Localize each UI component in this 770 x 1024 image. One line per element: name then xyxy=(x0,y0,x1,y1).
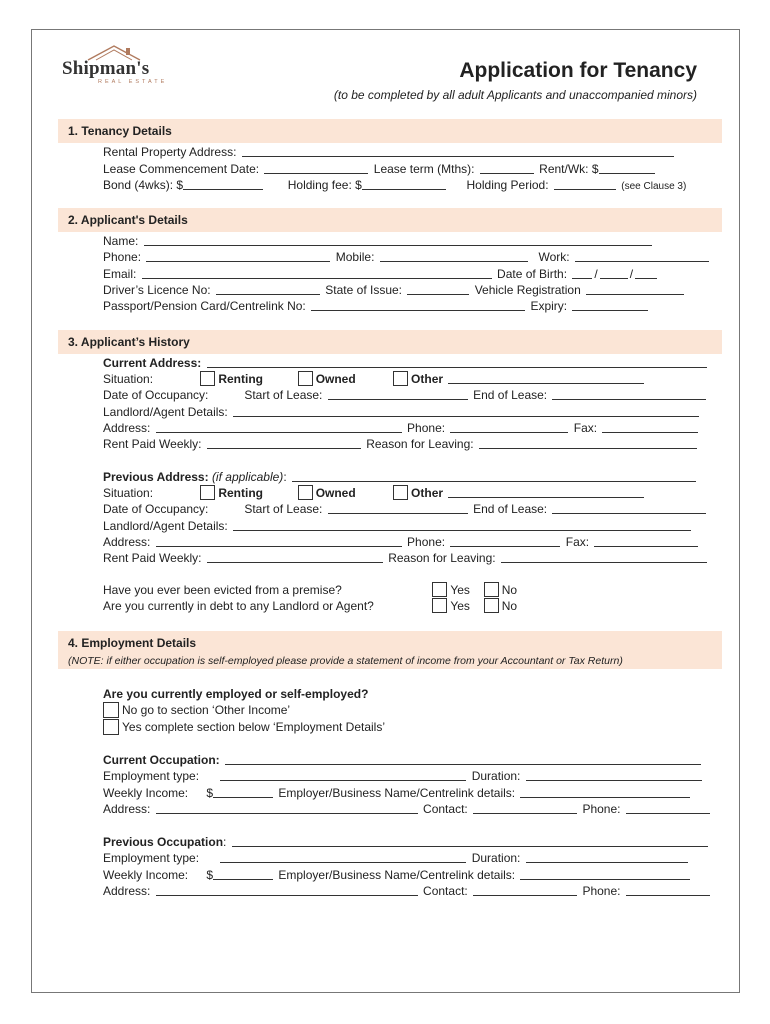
phone-label: Phone: xyxy=(407,535,446,549)
debt-row xyxy=(103,598,517,614)
section-history-header xyxy=(58,330,722,354)
slash: / xyxy=(594,267,598,281)
passport-field[interactable] xyxy=(311,298,525,311)
passport-label: Passport/Pension Card/Centrelink No: xyxy=(103,299,306,313)
fax-label: Fax: xyxy=(573,421,598,435)
owned-checkbox[interactable] xyxy=(298,371,313,386)
rent-paid-label: Rent Paid Weekly: xyxy=(103,437,202,451)
address-field[interactable] xyxy=(156,801,418,814)
slash: / xyxy=(629,267,634,281)
dollar-sign: $ xyxy=(206,868,214,882)
phone-field[interactable] xyxy=(450,534,560,547)
contact-label: Contact: xyxy=(423,884,468,898)
email-field[interactable] xyxy=(142,266,492,279)
company-logo xyxy=(58,44,178,88)
bond-row xyxy=(103,176,686,192)
rental-address-row xyxy=(103,143,676,159)
current-address-label: Current Address: xyxy=(103,356,202,370)
option-yes-row xyxy=(103,719,385,735)
owned-checkbox[interactable] xyxy=(298,485,313,500)
licence-label: Driver’s Licence No: xyxy=(103,283,211,297)
end-lease-field[interactable] xyxy=(552,501,706,514)
previous-address-label: Previous Address: xyxy=(103,470,209,484)
rent-paid-field[interactable] xyxy=(207,436,361,449)
yes-label: Yes xyxy=(450,599,470,613)
other-field[interactable] xyxy=(448,371,644,384)
bond-field[interactable] xyxy=(183,177,263,190)
phone-field[interactable] xyxy=(626,801,710,814)
phone-label: Phone: xyxy=(103,250,142,264)
phone-row xyxy=(103,248,711,264)
option-no-row xyxy=(103,702,290,718)
lease-commencement-field[interactable] xyxy=(264,161,368,174)
section-heading: 3. Applicant’s History xyxy=(68,335,190,349)
employment-address-row xyxy=(103,800,712,816)
section-tenancy-header xyxy=(58,119,722,143)
colon: : xyxy=(283,470,287,484)
employed-question: Are you currently employed or self-employed? xyxy=(103,687,369,701)
lease-term-field[interactable] xyxy=(480,161,534,174)
contact-field[interactable] xyxy=(473,801,577,814)
option-yes-label: Yes complete section below ‘Employment Details’ xyxy=(122,720,386,734)
email-row xyxy=(103,265,659,281)
vehicle-label: Vehicle Registration xyxy=(474,283,581,297)
holding-period-label: Holding Period: xyxy=(466,178,549,192)
occupancy-row-current xyxy=(103,386,708,402)
previous-address-row xyxy=(103,468,698,484)
situation-row-current xyxy=(103,370,646,386)
lease-row xyxy=(103,160,657,176)
option-yes-checkbox[interactable] xyxy=(103,719,119,735)
other-checkbox[interactable] xyxy=(393,371,408,386)
state-label: State of Issue: xyxy=(325,283,403,297)
current-occupation-label: Current Occupation: xyxy=(103,753,220,767)
start-lease-field[interactable] xyxy=(328,501,468,514)
no-label: No xyxy=(501,599,518,613)
current-address-field[interactable] xyxy=(207,355,707,368)
see-clause-text: (see Clause 3) xyxy=(621,181,687,192)
if-applicable-text: (if applicable) xyxy=(211,470,284,484)
phone-label: Phone: xyxy=(582,802,621,816)
current-occupation-field[interactable] xyxy=(225,752,701,765)
employment-type-label: Employment type: xyxy=(103,851,200,865)
date-occupancy-label: Date of Occupancy: xyxy=(103,388,209,402)
landlord-label: Landlord/Agent Details: xyxy=(103,405,228,419)
address-label: Address: xyxy=(103,884,151,898)
email-label: Email: xyxy=(103,267,137,281)
rent-paid-field[interactable] xyxy=(207,550,383,563)
situation-row-previous xyxy=(103,484,646,500)
rent-row-current xyxy=(103,435,699,451)
dollar-sign: $ xyxy=(355,178,362,192)
phone-field[interactable] xyxy=(450,420,568,433)
employer-field[interactable] xyxy=(520,785,690,798)
logo-subtext: REAL ESTATE xyxy=(98,79,168,85)
debt-no-checkbox[interactable] xyxy=(484,598,499,613)
current-address-row xyxy=(103,354,709,370)
other-label: Other xyxy=(411,372,444,386)
weekly-income-label: Weekly Income: xyxy=(103,868,189,882)
mobile-field[interactable] xyxy=(380,249,528,262)
debt-question: Are you currently in debt to any Landlord or Agent? xyxy=(103,599,374,613)
rental-address-field[interactable] xyxy=(242,144,674,157)
owned-label: Owned xyxy=(315,372,356,386)
state-field[interactable] xyxy=(407,282,469,295)
weekly-income-field[interactable] xyxy=(213,867,273,880)
mobile-label: Mobile: xyxy=(335,250,375,264)
option-no-checkbox[interactable] xyxy=(103,702,119,718)
renting-checkbox[interactable] xyxy=(200,371,215,386)
name-label: Name: xyxy=(103,234,139,248)
yes-label: Yes xyxy=(450,583,470,597)
landlord-row-current xyxy=(103,403,701,419)
section-heading: 4. Employment Details xyxy=(68,636,197,650)
dob-day-field[interactable] xyxy=(572,266,592,279)
rent-paid-label: Rent Paid Weekly: xyxy=(103,551,202,565)
address-field[interactable] xyxy=(156,534,402,547)
renting-label: Renting xyxy=(218,486,264,500)
holding-fee-label: Holding fee: xyxy=(287,178,352,192)
landlord-field[interactable] xyxy=(233,404,699,417)
landlord-label: Landlord/Agent Details: xyxy=(103,519,228,533)
duration-field[interactable] xyxy=(526,768,702,781)
evicted-question: Have you ever been evicted from a premise? xyxy=(103,583,342,597)
start-lease-label: Start of Lease: xyxy=(244,388,323,402)
reason-label: Reason for Leaving: xyxy=(388,551,496,565)
logo-text: Shipman's xyxy=(62,58,150,79)
address-field[interactable] xyxy=(156,420,402,433)
rental-address-label: Rental Property Address: xyxy=(103,145,237,159)
section-heading: 1. Tenancy Details xyxy=(68,124,172,138)
other-label: Other xyxy=(411,486,444,500)
holding-fee-field[interactable] xyxy=(362,177,446,190)
employment-type-field[interactable] xyxy=(220,850,466,863)
duration-field[interactable] xyxy=(526,850,688,863)
debt-yes-checkbox[interactable] xyxy=(432,598,447,613)
fax-field[interactable] xyxy=(594,534,698,547)
weekly-income-label: Weekly Income: xyxy=(103,786,189,800)
rent-wk-label: Rent/Wk: xyxy=(539,162,589,176)
dob-year-field[interactable] xyxy=(635,266,657,279)
fax-field[interactable] xyxy=(602,420,698,433)
previous-address-field[interactable] xyxy=(292,469,696,482)
phone-field[interactable] xyxy=(146,249,330,262)
phone-field[interactable] xyxy=(626,883,710,896)
employment-type-field[interactable] xyxy=(220,768,466,781)
licence-row xyxy=(103,281,686,297)
phone-label: Phone: xyxy=(407,421,446,435)
dollar-sign: $ xyxy=(176,178,184,192)
previous-occupation-row xyxy=(103,833,710,849)
address-row-previous xyxy=(103,533,700,549)
lease-term-label: Lease term (Mths): xyxy=(373,162,475,176)
employment-address-row-previous xyxy=(103,882,712,898)
expiry-field[interactable] xyxy=(572,298,648,311)
rent-wk-field[interactable] xyxy=(599,161,655,174)
weekly-income-row-previous xyxy=(103,866,692,882)
situation-label: Situation: xyxy=(103,486,154,500)
employer-field[interactable] xyxy=(520,867,690,880)
section-applicant-header xyxy=(58,208,722,232)
address-label: Address: xyxy=(103,421,151,435)
end-lease-label: End of Lease: xyxy=(473,388,548,402)
work-field[interactable] xyxy=(575,249,709,262)
evicted-row xyxy=(103,582,517,598)
address-label: Address: xyxy=(103,802,151,816)
dollar-sign: $ xyxy=(591,162,599,176)
previous-occupation-label: Previous Occupation xyxy=(103,835,224,849)
other-checkbox[interactable] xyxy=(393,485,408,500)
end-lease-field[interactable] xyxy=(552,387,706,400)
dob-month-field[interactable] xyxy=(600,266,628,279)
start-lease-label: Start of Lease: xyxy=(244,502,323,516)
dob-label: Date of Birth: xyxy=(497,267,568,281)
lease-commencement-label: Lease Commencement Date: xyxy=(103,162,260,176)
current-occupation-row xyxy=(103,751,703,767)
work-label: Work: xyxy=(538,250,570,264)
page-title: Application for Tenancy xyxy=(459,59,697,82)
start-lease-field[interactable] xyxy=(328,387,468,400)
employer-label: Employer/Business Name/Centrelink details: xyxy=(278,786,516,800)
employment-note: (NOTE: if either occupation is self-employed please provide a statement of income from your Accountant or Tax Return) xyxy=(68,655,623,667)
previous-occupation-field[interactable] xyxy=(232,834,708,847)
no-label: No xyxy=(501,583,518,597)
expiry-label: Expiry: xyxy=(530,299,568,313)
landlord-row-previous xyxy=(103,517,693,533)
renting-label: Renting xyxy=(218,372,264,386)
address-field[interactable] xyxy=(156,883,418,896)
reason-label: Reason for Leaving: xyxy=(366,437,474,451)
evicted-yes-checkbox[interactable] xyxy=(432,582,447,597)
reason-field[interactable] xyxy=(501,550,707,563)
contact-label: Contact: xyxy=(423,802,468,816)
weekly-income-field[interactable] xyxy=(213,785,273,798)
address-row-current xyxy=(103,419,700,435)
bond-label: Bond (4wks): xyxy=(103,178,174,192)
colon: : xyxy=(223,835,227,849)
name-row xyxy=(103,232,654,248)
vehicle-field[interactable] xyxy=(586,282,684,295)
address-label: Address: xyxy=(103,535,151,549)
landlord-field[interactable] xyxy=(233,518,691,531)
occupancy-row-previous xyxy=(103,500,708,516)
reason-field[interactable] xyxy=(479,436,697,449)
rent-row-previous xyxy=(103,549,709,565)
date-occupancy-label: Date of Occupancy: xyxy=(103,502,209,516)
employment-type-label: Employment type: xyxy=(103,769,200,783)
phone-label: Phone: xyxy=(582,884,621,898)
situation-label: Situation: xyxy=(103,372,154,386)
weekly-income-row xyxy=(103,784,692,800)
evicted-no-checkbox[interactable] xyxy=(484,582,499,597)
licence-field[interactable] xyxy=(216,282,320,295)
owned-label: Owned xyxy=(315,486,356,500)
section-heading: 2. Applicant's Details xyxy=(68,213,188,227)
option-no-label: No go to section ‘Other Income’ xyxy=(122,703,291,717)
renting-checkbox[interactable] xyxy=(200,485,215,500)
fax-label: Fax: xyxy=(565,535,590,549)
end-lease-label: End of Lease: xyxy=(473,502,548,516)
holding-period-field[interactable] xyxy=(554,177,616,190)
page-subtitle: (to be completed by all adult Applicants and unaccompanied minors) xyxy=(333,88,697,102)
section-employment-header xyxy=(58,631,722,669)
employer-label: Employer/Business Name/Centrelink details: xyxy=(278,868,516,882)
name-field[interactable] xyxy=(144,233,652,246)
duration-label: Duration: xyxy=(471,851,521,865)
employment-type-row xyxy=(103,767,704,783)
dollar-sign: $ xyxy=(206,786,214,800)
passport-row xyxy=(103,297,650,313)
other-field[interactable] xyxy=(448,485,644,498)
employment-type-row-previous xyxy=(103,849,690,865)
duration-label: Duration: xyxy=(471,769,521,783)
contact-field[interactable] xyxy=(473,883,577,896)
